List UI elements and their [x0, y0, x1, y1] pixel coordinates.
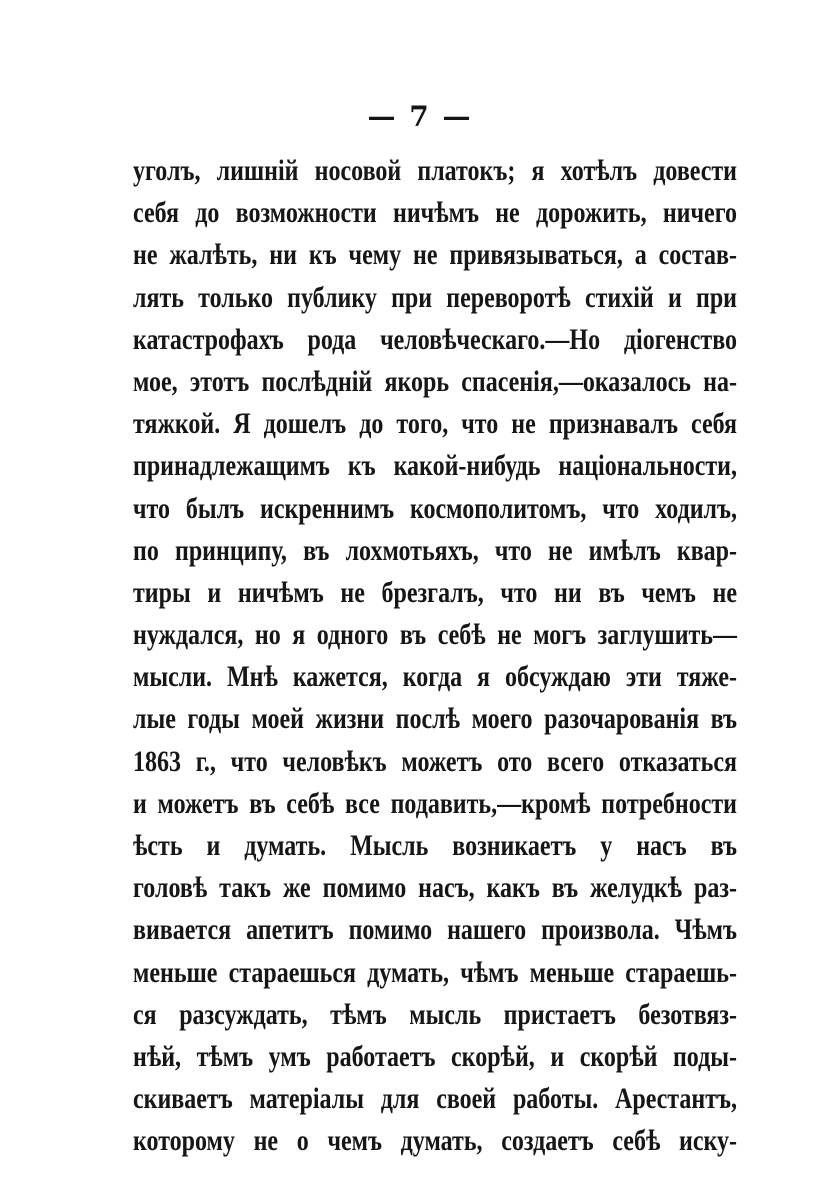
text-line: по принципу, въ лохмотьяхъ, что не имѣлъ квар-: [133, 533, 737, 567]
text-line: что былъ искреннимъ космополитомъ, что ходилъ,: [133, 491, 737, 525]
text-line: себя до возможности ничѣмъ не дорожить, ничего: [133, 196, 737, 230]
text-line: мое, этотъ послѣдній якорь спасенія,—оказалось на-: [133, 364, 737, 398]
text-line: нуждался, но я одного въ себѣ не могъ заглушить—: [133, 618, 737, 652]
text-line: которому не о чемъ думать, создаетъ себѣ иску-: [133, 1124, 737, 1158]
text-line: не жалѣть, ни къ чему не привязываться, а состав-: [133, 238, 737, 272]
text-line: меньше стараешься думать, чѣмъ меньше стараешь-: [133, 955, 737, 989]
text-line: и можетъ въ себѣ все подавить,—кромѣ потребности: [133, 786, 737, 820]
text-line: тяжкой. Я дошелъ до того, что не признавалъ себя: [133, 407, 737, 441]
text-line: уголъ, лишній носовой платокъ; я хотѣлъ довести: [133, 154, 737, 187]
page-number: — 7 —: [367, 100, 473, 133]
text-line: тиры и ничѣмъ не брезгалъ, что ни въ чемъ не: [133, 575, 737, 609]
text-line: принадлежащимъ къ какой-нибудь національности,: [133, 449, 737, 483]
text-line: скиваетъ матеріалы для своей работы. Арестантъ,: [133, 1082, 737, 1116]
text-line: вивается апетитъ помимо нашего произвола. Чѣмъ: [133, 913, 737, 947]
body-text: [133, 150, 737, 1163]
text-line: головѣ такъ же помимо насъ, какъ въ желудкѣ раз-: [133, 871, 737, 905]
text-line: катастрофахъ рода человѣческаго.—Но діогенство: [133, 322, 737, 356]
text-line: мысли. Мнѣ кажется, когда я обсуждаю эти тяже-: [133, 660, 737, 694]
text-line: 1863 г., что человѣкъ можетъ ото всего отказаться: [133, 744, 737, 778]
text-line: лять только публику при переворотѣ стихій и при: [133, 280, 737, 314]
text-line: нѣй, тѣмъ умъ работаетъ скорѣй, и скорѣй поды-: [133, 1039, 737, 1073]
text-line: лые годы моей жизни послѣ моего разочарованія въ: [133, 702, 737, 736]
text-line: ѣсть и думать. Мысль возникаетъ у насъ въ: [133, 829, 737, 862]
text-line: ся разсуждать, тѣмъ мысль пристаетъ безотвяз-: [133, 997, 737, 1031]
